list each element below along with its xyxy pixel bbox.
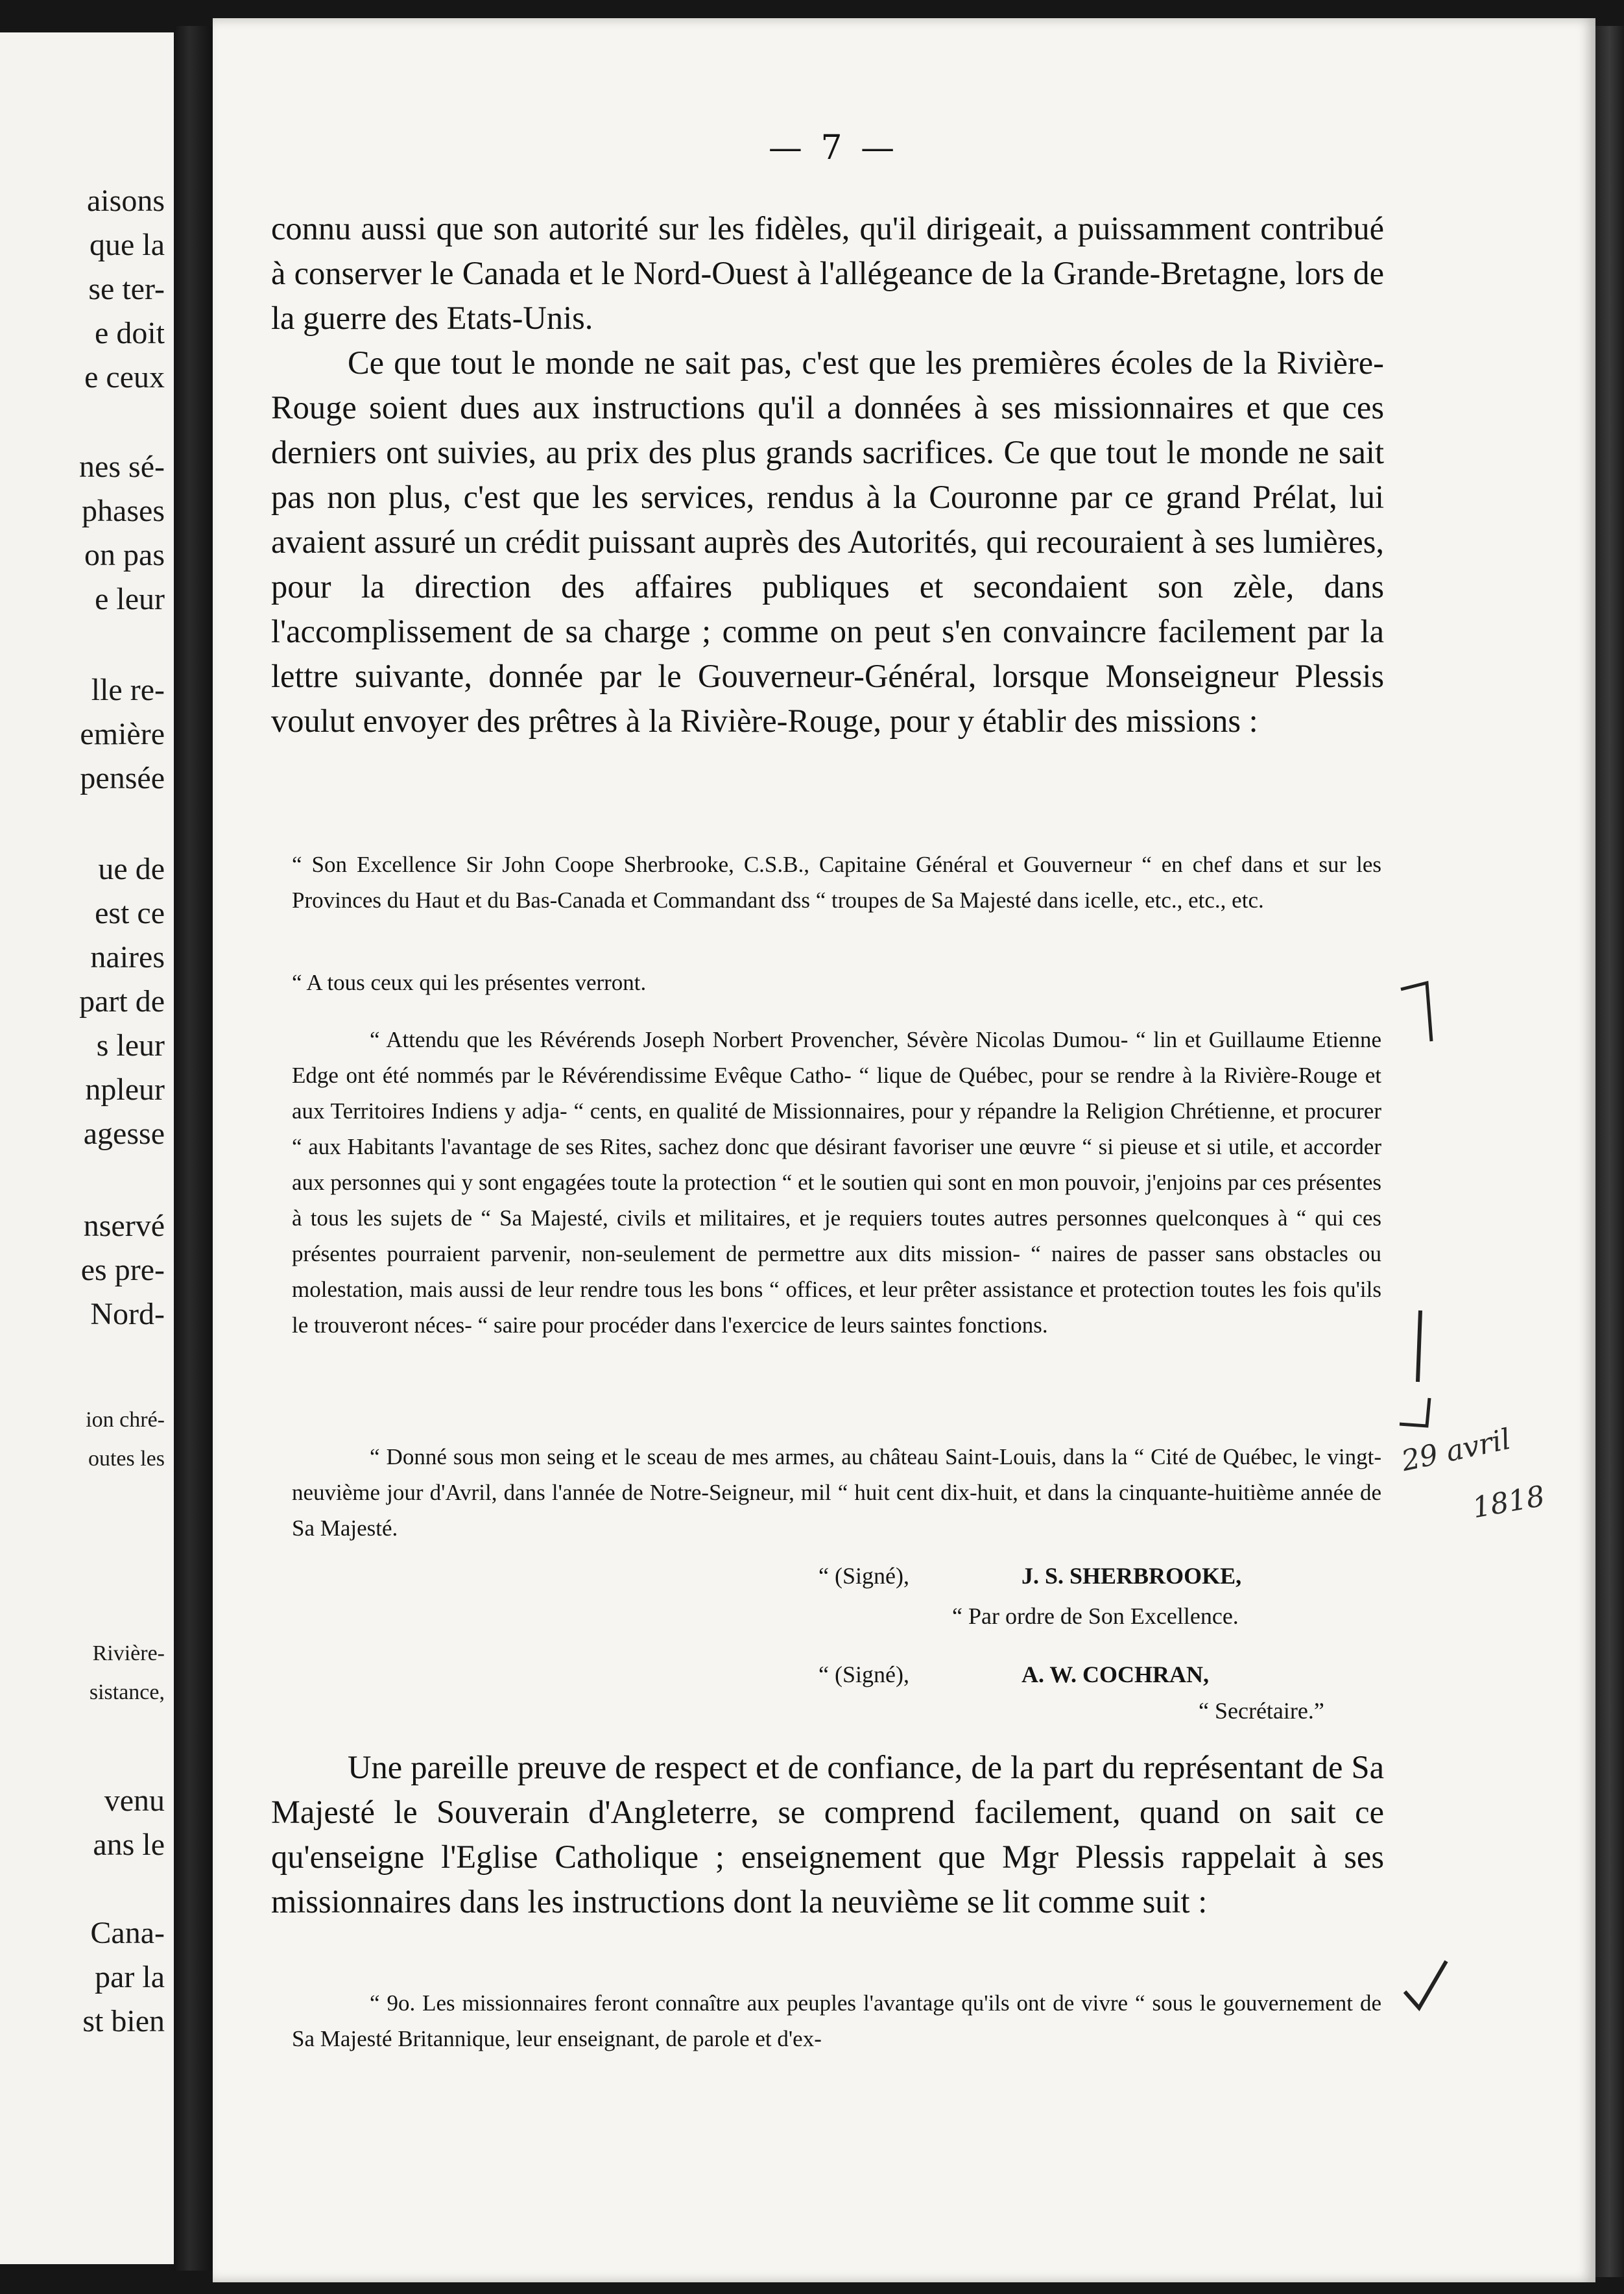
- left-page-fragment: lle re-: [91, 673, 165, 707]
- letter-salutation-text: “ A tous ceux qui les présentes verront.: [292, 970, 647, 995]
- letter-closing: [292, 1439, 1381, 1546]
- left-page-fragment: venu: [104, 1783, 165, 1818]
- left-page-fragment: que la: [90, 228, 165, 262]
- left-page-fragment: s leur: [96, 1028, 165, 1063]
- left-page-fragment: ans le: [93, 1828, 165, 1862]
- letter-body: [292, 1022, 1381, 1343]
- signature-2-role: “ Secrétaire.”: [1199, 1698, 1324, 1724]
- bracket-mark-top: [1398, 976, 1443, 1048]
- left-page-fragment: aisons: [87, 184, 165, 218]
- left-page-fragment: e doit: [95, 316, 165, 350]
- instruction-quote-text: “ 9o. Les missionnaires feront connaître aux peuples l'avantage qu'ils ont de vivre “ sous le gouvernement de Sa Majesté Britannique, leur enseignant, de parole et d'ex-: [292, 1990, 1381, 2051]
- instruction-quote: [292, 1985, 1381, 2057]
- left-page-fragment: est ce: [95, 896, 165, 930]
- left-page-fragment: ue de: [98, 852, 165, 886]
- left-page-fragment: nservé: [83, 1209, 165, 1243]
- left-page-fragment: nes sé-: [79, 450, 165, 484]
- letter-body-text: “ Attendu que les Révérends Joseph Norbert Provencher, Sévère Nicolas Dumou- “ lin et Guillaume Etienne Edge ont été nommés par le Révérendissime Evêque Catho- “ lique de Québec, pour se rendre à la Rivière-Rouge et aux Territoires Indiens y adja- “ cents, en qualité de Missionnaires, pour y répandre la Religion Chrétienne, et procurer “ aux Habitants l'avantage de ses Rites, sachez donc que désirant favoriser une œuvre “ si pieuse et si utile, et accorder aux personnes qui y sont engagées toute la protection “ et le soutien qui sont en mon pouvoir, j'enjoins par ces présentes à tous les sujets de “ Sa Majesté, civils et militaires, et je requiers toutes autres personnes quelconques à “ qui ces présentes pourraient parvenir, non-seulement de permettre aux dits mission- “ naires de passer sans obstacles ou molestation, mais aussi de leur rendre tous les bons “ offices, et leur prêter assistance et protection toutes les fois qu'ils le trouveront néces- “ saire pour procéder dans l'exercice de leurs saintes fonctions.: [292, 1027, 1381, 1338]
- page-edge: [1595, 26, 1624, 2277]
- left-page-fragment: part de: [79, 984, 165, 1019]
- signature-1-role: “ Par ordre de Son Excellence.: [952, 1603, 1239, 1629]
- check-mark: [1400, 1956, 1451, 2014]
- letter-closing-text: “ Donné sous mon seing et le sceau de mes armes, au château Saint-Louis, dans la “ Cité de Québec, le vingt-neuvième jour d'Avril, dans l'année de Notre-Seigneur, mil “ huit cent dix-huit, et dans la cinquante-huitième année de Sa Majesté.: [292, 1444, 1381, 1541]
- left-page-fragment: phases: [82, 494, 165, 528]
- left-page-fragment: naires: [90, 940, 165, 974]
- paragraph-3: Une pareille preuve de respect et de confiance, de la part du représentant de Sa Majesté le Souverain d'Angleterre, se comprend facilement, quand on sait ce qu'enseigne l'Eglise Catholique ; enseignement que Mgr Plessis rappelait à ses missionnaires dans les instructions dont la neuvième se lit comme suit :: [271, 1749, 1384, 1920]
- left-page-fragment: ion chré-: [86, 1408, 165, 1432]
- marginal-date-line2: 1818: [1470, 1479, 1547, 1525]
- left-page-fragment: on pas: [84, 538, 165, 572]
- letter-header-text: “ Son Excellence Sir John Coope Sherbrooke, C.S.B., Capitaine Général et Gouverneur “ en chef dans et sur les Provinces du Haut et du Bas-Canada et Commandant dss “ troupes de Sa Majesté dans icelle, etc., etc., etc.: [292, 852, 1381, 913]
- left-page-fragment: Cana-: [90, 1916, 165, 1950]
- left-page-fragment: sistance,: [89, 1680, 165, 1704]
- opening-paragraphs: [271, 206, 1384, 743]
- left-page-fragment: emière: [80, 717, 165, 751]
- left-page-fragment: e leur: [95, 582, 165, 616]
- left-page-fragment: es pre-: [80, 1253, 165, 1287]
- letter-header: [292, 847, 1381, 918]
- paragraph-2: Ce que tout le monde ne sait pas, c'est que les premières écoles de la Rivière-Rouge soient dues aux instructions qu'il a données à ses missionnaires et que ces derniers ont suivies, au prix des plus grands sacrifices. Ce que tout le monde ne sait pas non plus, c'est que les services, rendus à la Couronne par ce grand Prélat, lui avaient assuré un crédit puissant auprès des Autorités, qui recouraient à ses lumières, pour la direction des affaires publiques et secondaient son zèle, dans l'accomplissement de sa charge ; comme on peut s'en convaincre facilement par la lettre suivante, donnée par le Gouverneur-Général, lorsque Monseigneur Plessis voulut envoyer des prêtres à la Rivière-Rouge, pour y établir des missions :: [271, 344, 1384, 739]
- signature-1-signed: “ (Signé),: [818, 1563, 909, 1589]
- left-page-fragment: Rivière-: [92, 1641, 165, 1665]
- left-page-fragment: st bien: [82, 2004, 165, 2038]
- left-page-fragment: par la: [95, 1960, 165, 1994]
- left-page-fragment: outes les: [88, 1447, 165, 1471]
- left-page-fragment: se ter-: [88, 272, 165, 306]
- left-facing-page: [0, 32, 174, 2264]
- paragraph-1: connu aussi que son autorité sur les fidèles, qu'il dirigeait, a puissamment contribué à conserver le Canada et le Nord-Ouest à l'allégeance de la Grande-Bretagne, lors de la guerre des Etats-Unis.: [271, 210, 1384, 336]
- left-page-fragment: agesse: [83, 1117, 165, 1151]
- book-gutter: [174, 26, 213, 2271]
- left-page-fragment: npleur: [85, 1072, 165, 1107]
- bracket-mark-bottom: [1394, 1304, 1446, 1434]
- left-page-fragment: e ceux: [84, 360, 165, 394]
- signature-2-name: A. W. COCHRAN,: [1021, 1661, 1210, 1687]
- left-page-fragment: pensée: [80, 761, 165, 795]
- page-number: — 7 —: [768, 128, 899, 167]
- left-page-fragment: Nord-: [90, 1297, 165, 1331]
- marginal-date-line1: 29 avril: [1398, 1422, 1514, 1479]
- signature-1-name: J. S. SHERBROOKE,: [1021, 1563, 1242, 1589]
- closing-paragraph: [271, 1745, 1384, 1924]
- signature-2-signed: “ (Signé),: [818, 1661, 909, 1687]
- letter-salutation: [292, 965, 1381, 1000]
